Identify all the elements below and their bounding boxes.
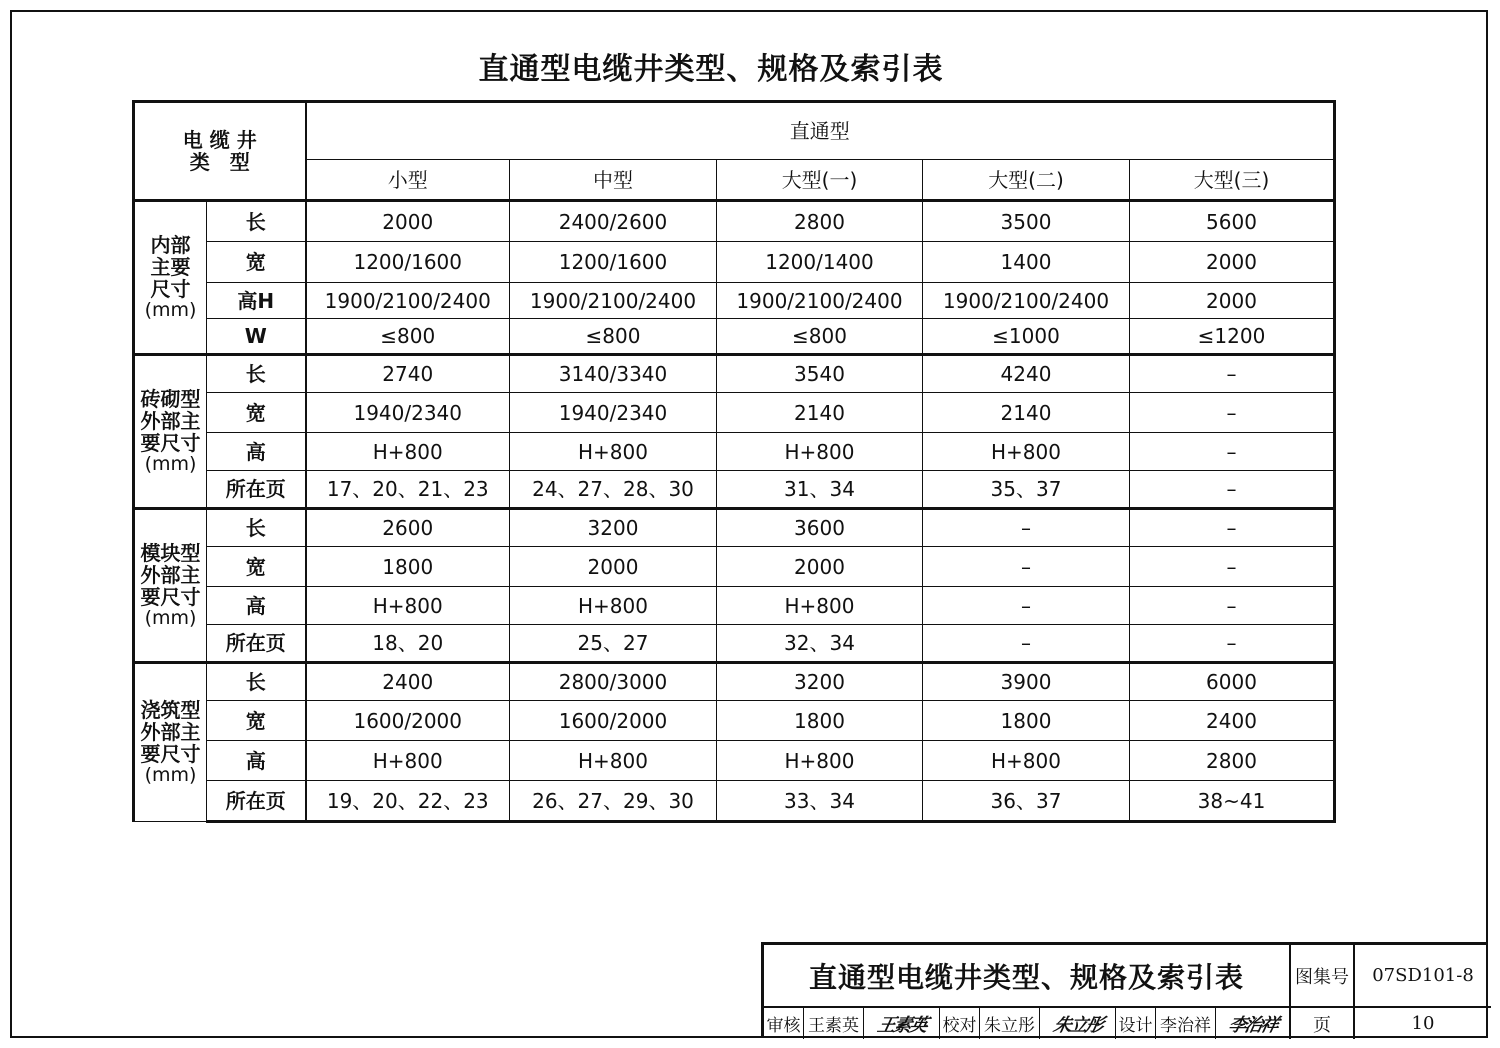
table-cell: 6000 — [1130, 663, 1335, 701]
table-cell: 2800 — [1130, 741, 1335, 781]
table-cell: H+800 — [306, 433, 510, 471]
table-cell: H+800 — [923, 741, 1130, 781]
table-cell: 1900/2100/2400 — [510, 283, 717, 319]
table-cell: 36、37 — [923, 781, 1130, 822]
table-cell: 2000 — [1130, 283, 1335, 319]
table-cell: 19、20、22、23 — [306, 781, 510, 822]
checker-signature-mark: 朱立彤 — [1050, 1014, 1104, 1036]
group-label — [134, 201, 207, 355]
table-row — [134, 393, 1335, 433]
row-attribute: 长 — [207, 201, 306, 242]
row-attribute: 所在页 — [207, 781, 306, 822]
table-cell: H+800 — [510, 741, 717, 781]
table-cell: 1900/2100/2400 — [306, 283, 510, 319]
table-cell: 18、20 — [306, 625, 510, 663]
table-row — [134, 509, 1335, 547]
table-cell: 32、34 — [717, 625, 923, 663]
table-row — [134, 242, 1335, 283]
table-cell: 1800 — [923, 701, 1130, 741]
table-cell: – — [1130, 471, 1335, 509]
table-cell: 26、27、29、30 — [510, 781, 717, 822]
table-cell: 1200/1600 — [510, 242, 717, 283]
table-cell: – — [1130, 625, 1335, 663]
table-cell: 3900 — [923, 663, 1130, 701]
table-cell: H+800 — [510, 587, 717, 625]
group-label — [134, 509, 207, 663]
table-cell: 2800/3000 — [510, 663, 717, 701]
table-cell: 2000 — [510, 547, 717, 587]
table-row — [134, 471, 1335, 509]
checker-signature — [1040, 1008, 1116, 1039]
page-number-label: 页 — [1291, 1008, 1355, 1039]
table-cell: 1940/2340 — [510, 393, 717, 433]
table-cell: 3540 — [717, 355, 923, 393]
table-cell: 2740 — [306, 355, 510, 393]
table-cell: 1200/1600 — [306, 242, 510, 283]
table-cell: H+800 — [717, 587, 923, 625]
group-label-line: 主要 — [150, 255, 191, 280]
row-attribute: 长 — [207, 509, 306, 547]
table-cell: – — [923, 587, 1130, 625]
table-row — [134, 201, 1335, 242]
table-cell: – — [1130, 433, 1335, 471]
table-row — [134, 781, 1335, 822]
group-label-line: (mm) — [144, 607, 197, 630]
table-cell: 1600/2000 — [306, 701, 510, 741]
table-cell: ≤1200 — [1130, 319, 1335, 355]
table-row — [134, 319, 1335, 355]
title-block — [761, 942, 1488, 1038]
page-number-value: 10 — [1411, 1013, 1435, 1034]
table-cell: ≤800 — [717, 319, 923, 355]
atlas-number-label: 图集号 — [1291, 945, 1355, 1008]
group-label-line: 外部主 — [140, 409, 201, 434]
index-table-body — [134, 102, 1335, 822]
page-title: 直通型电缆井类型、规格及索引表 — [478, 52, 944, 87]
table-cell: 1200/1400 — [717, 242, 923, 283]
table-cell: 1800 — [717, 701, 923, 741]
group-label-line: 外部主 — [140, 720, 201, 745]
designer-signature-mark: 李治祥 — [1225, 1014, 1279, 1036]
table-cell: H+800 — [510, 433, 717, 471]
table-cell: H+800 — [306, 741, 510, 781]
table-cell: 24、27、28、30 — [510, 471, 717, 509]
row-attribute: W — [207, 319, 306, 355]
table-cell: 1900/2100/2400 — [717, 283, 923, 319]
column-header: 中型 — [510, 160, 717, 201]
group-label-line: 要尺寸 — [140, 585, 201, 610]
table-cell: – — [1130, 509, 1335, 547]
column-header: 小型 — [306, 160, 510, 201]
table-cell: 4240 — [923, 355, 1130, 393]
group-label — [134, 663, 207, 822]
table-cell: 33、34 — [717, 781, 923, 822]
group-label — [134, 355, 207, 509]
table-cell: ≤800 — [306, 319, 510, 355]
table-cell: 3500 — [923, 201, 1130, 242]
title-block-drawing-name: 直通型电缆井类型、规格及索引表 — [764, 945, 1291, 1008]
table-cell: – — [1130, 587, 1335, 625]
group-label-line: (mm) — [144, 299, 197, 322]
table-cell: 31、34 — [717, 471, 923, 509]
row-attribute: 宽 — [207, 393, 306, 433]
table-row — [134, 625, 1335, 663]
table-row — [134, 433, 1335, 471]
table-cell: 2140 — [717, 393, 923, 433]
table-cell: – — [923, 547, 1130, 587]
checker-name: 朱立彤 — [980, 1008, 1040, 1039]
signature-row — [764, 1008, 1291, 1039]
table-cell: – — [1130, 547, 1335, 587]
table-row — [134, 355, 1335, 393]
row-attribute: 长 — [207, 355, 306, 393]
table-cell: 35、37 — [923, 471, 1130, 509]
table-cell: H+800 — [717, 433, 923, 471]
table-cell: – — [923, 509, 1130, 547]
corner-header-line: 类 型 — [189, 150, 250, 174]
group-label-line: 砖砌型 — [140, 387, 201, 412]
group-label-line: (mm) — [144, 764, 197, 787]
row-attribute: 高H — [207, 283, 306, 319]
table-cell: 38~41 — [1130, 781, 1335, 822]
atlas-number-value: 07SD101-8 — [1355, 945, 1491, 1008]
design-label: 设计 — [1116, 1008, 1156, 1039]
table-cell: 1940/2340 — [306, 393, 510, 433]
table-row — [134, 741, 1335, 781]
table-cell: 2000 — [306, 201, 510, 242]
table-cell: 2000 — [717, 547, 923, 587]
designer-name: 李治祥 — [1156, 1008, 1216, 1039]
table-cell: 2800 — [717, 201, 923, 242]
table-cell: 1600/2000 — [510, 701, 717, 741]
group-label-line: 浇筑型 — [140, 698, 201, 723]
table-cell: H+800 — [923, 433, 1130, 471]
row-attribute: 高 — [207, 741, 306, 781]
check-label: 校对 — [940, 1008, 980, 1039]
table-cell: 2400/2600 — [510, 201, 717, 242]
table-row — [134, 547, 1335, 587]
row-attribute: 高 — [207, 587, 306, 625]
row-attribute: 高 — [207, 433, 306, 471]
table-row — [134, 283, 1335, 319]
row-attribute: 所在页 — [207, 471, 306, 509]
row-attribute: 宽 — [207, 242, 306, 283]
reviewer-signature-mark: 王素英 — [874, 1014, 928, 1036]
table-cell: H+800 — [717, 741, 923, 781]
row-attribute: 所在页 — [207, 625, 306, 663]
table-cell: ≤1000 — [923, 319, 1130, 355]
table-cell: – — [1130, 393, 1335, 433]
table-cell: 1900/2100/2400 — [923, 283, 1130, 319]
table-cell: 3140/3340 — [510, 355, 717, 393]
group-label-line: 模块型 — [140, 541, 201, 566]
group-header: 直通型 — [306, 102, 1335, 160]
group-label-line: 内部 — [150, 233, 191, 258]
column-header: 大型(一) — [717, 160, 923, 201]
row-attribute: 宽 — [207, 701, 306, 741]
group-label-line: 要尺寸 — [140, 431, 201, 456]
corner-header — [134, 102, 306, 201]
group-label-line: (mm) — [144, 453, 197, 476]
table-cell: H+800 — [306, 587, 510, 625]
table-cell: 2140 — [923, 393, 1130, 433]
table-cell: 1800 — [306, 547, 510, 587]
table-cell: 2600 — [306, 509, 510, 547]
table-cell: 3200 — [717, 663, 923, 701]
review-label: 审核 — [764, 1008, 804, 1039]
table-cell: – — [923, 625, 1130, 663]
table-row — [134, 663, 1335, 701]
column-header: 大型(二) — [923, 160, 1130, 201]
table-cell: 3200 — [510, 509, 717, 547]
table-cell: 25、27 — [510, 625, 717, 663]
reviewer-signature — [864, 1008, 940, 1039]
reviewer-name: 王素英 — [804, 1008, 864, 1039]
designer-signature — [1216, 1008, 1289, 1039]
table-cell: 1400 — [923, 242, 1130, 283]
group-label-line: 外部主 — [140, 563, 201, 588]
table-cell: 2400 — [1130, 701, 1335, 741]
row-attribute: 宽 — [207, 547, 306, 587]
table-cell: ≤800 — [510, 319, 717, 355]
table-cell: 3600 — [717, 509, 923, 547]
table-cell: – — [1130, 355, 1335, 393]
table-cell: 2400 — [306, 663, 510, 701]
table-cell: 5600 — [1130, 201, 1335, 242]
row-attribute: 长 — [207, 663, 306, 701]
group-label-line: 要尺寸 — [140, 742, 201, 767]
table-row — [134, 587, 1335, 625]
group-label-line: 尺寸 — [150, 277, 191, 302]
column-header: 大型(三) — [1130, 160, 1335, 201]
corner-header-line: 电 缆 井 — [182, 128, 257, 152]
table-cell: 17、20、21、23 — [306, 471, 510, 509]
table-cell: 2000 — [1130, 242, 1335, 283]
table-row — [134, 701, 1335, 741]
index-table — [132, 100, 1336, 823]
